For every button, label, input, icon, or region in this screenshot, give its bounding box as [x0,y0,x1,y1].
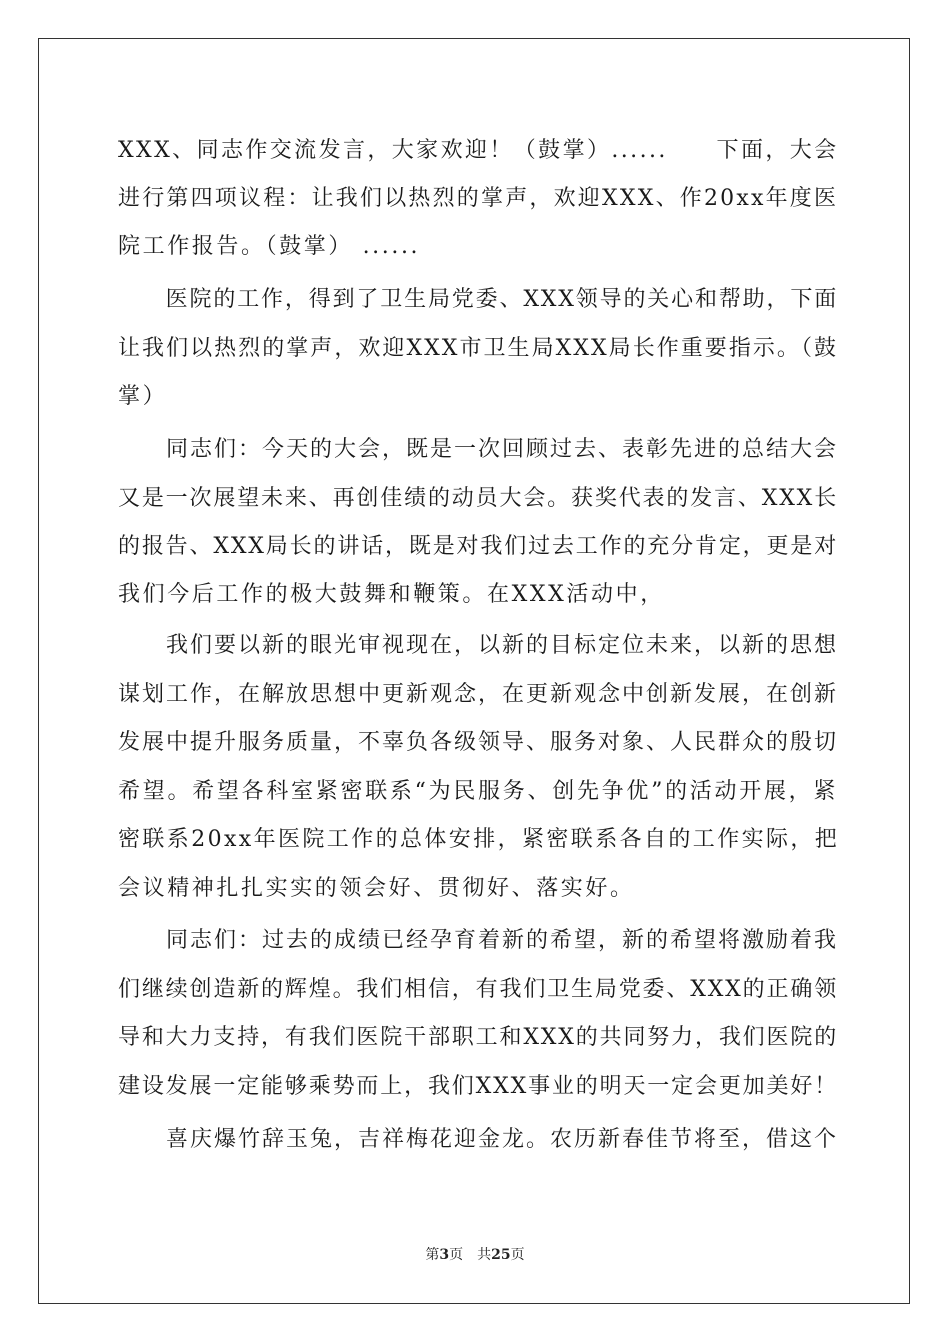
text-line: 掌） [118,384,168,409]
text-line: 又是一次展望未来、再创佳绩的动员大会。获奖代表的发言、XXX长 [118,486,838,511]
page-footer [0,1246,950,1264]
text-line: 的报告、XXX局长的讲话，既是对我们过去工作的充分肯定，更是对 [118,534,838,559]
text-line: 会议精神扎扎实实的领会好、贯彻好、落实好。 [118,876,635,901]
text-line: 同志们：过去的成绩已经孕育着新的希望，新的希望将激励着我 [118,928,839,953]
page-middle-text: 页 共 [449,1247,492,1263]
page-prefix: 第 [425,1247,440,1263]
text-line: 密联系20xx年医院工作的总体安排，紧密联系各自的工作实际，把 [118,827,840,852]
text-line: 我们今后工作的极大鼓舞和鞭策。在XXX活动中， [118,582,665,607]
text-line: 希望。希望各科室紧密联系“为民服务、创先争优”的活动开展，紧 [118,779,838,804]
text-line: 进行第四项议程：让我们以热烈的掌声，欢迎XXX、作20xx年度医 [118,186,839,211]
text-line: 谋划工作，在解放思想中更新观念，在更新观念中创新发展，在创新 [118,682,839,707]
text-line: 们继续创造新的辉煌。我们相信，有我们卫生局党委、XXX的正确领 [118,977,838,1002]
text-line: 我们要以新的眼光审视现在，以新的目标定位未来，以新的思想 [118,633,839,658]
page-suffix: 页 [510,1247,525,1263]
page-current-number: 3 [439,1247,450,1263]
text-line: 医院的工作，得到了卫生局党委、XXX领导的关心和帮助，下面 [118,287,838,312]
text-line: 发展中提升服务质量，不辜负各级领导、服务对象、人民群众的殷切 [118,730,839,755]
text-line: 喜庆爆竹辞玉兔，吉祥梅花迎金龙。农历新春佳节将至，借这个 [118,1127,839,1152]
page-total-number: 25 [491,1247,511,1263]
text-line: 让我们以热烈的掌声，欢迎XXX市卫生局XXX局长作重要指示。（鼓 [118,336,838,361]
text-line: 同志们：今天的大会，既是一次回顾过去、表彰先进的总结大会 [118,437,839,462]
text-line: 院工作报告。（鼓掌） ...... [118,234,421,259]
page-border [38,38,910,1304]
text-line: XXX、同志作交流发言，大家欢迎！（鼓掌）...... 下面，大会 [118,138,839,163]
text-line: 导和大力支持，有我们医院干部职工和XXX的共同努力，我们医院的 [118,1025,838,1050]
text-line: 建设发展一定能够乘势而上，我们XXX事业的明天一定会更加美好！ [118,1074,838,1099]
